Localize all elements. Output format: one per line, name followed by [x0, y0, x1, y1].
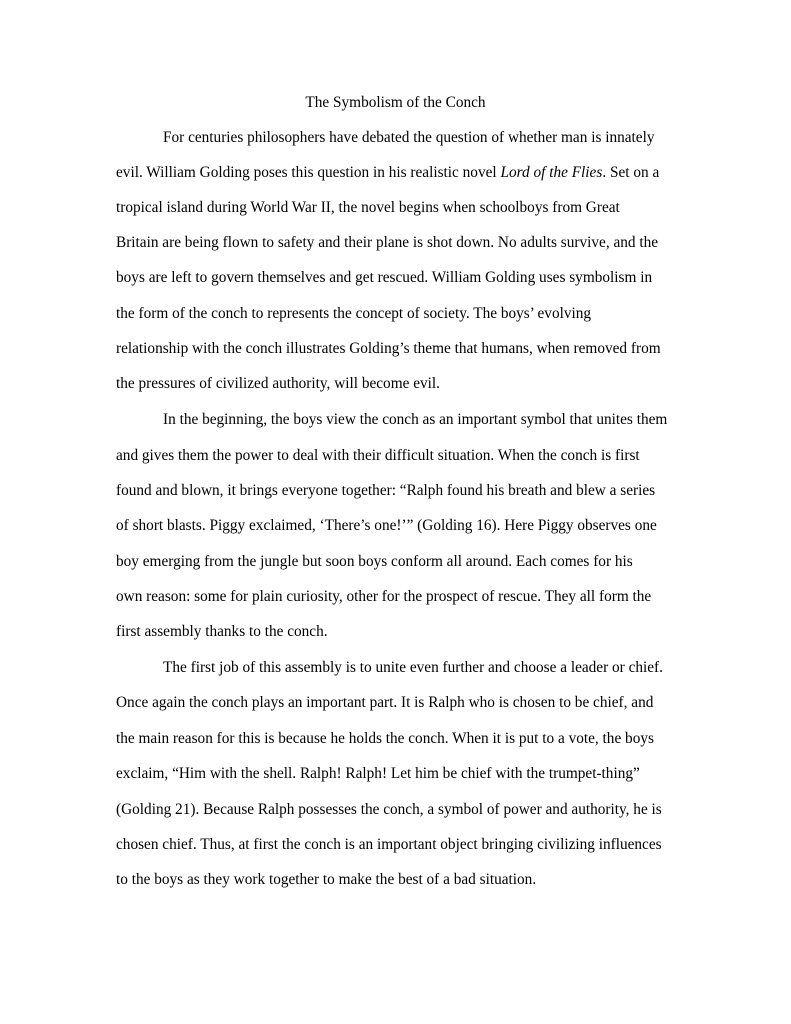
paragraph-line: to the boys as they work together to make the best of a bad situation. — [116, 871, 537, 888]
paragraph-line: boys are left to govern themselves and get rescued. William Golding uses symbolism in — [116, 269, 653, 286]
document-title: The Symbolism of the Conch — [305, 94, 486, 111]
paragraph-line: Britain are being flown to safety and their plane is shot down. No adults survive, and the — [116, 234, 659, 251]
paragraph-line: tropical island during World War II, the novel begins when schoolboys from Great — [116, 199, 620, 216]
paragraph-line: the main reason for this is because he holds the conch. When it is put to a vote, the boys — [116, 730, 654, 747]
paragraph-line: chosen chief. Thus, at first the conch is an important object bringing civilizing influences — [116, 836, 662, 853]
paragraph-line: found and blown, it brings everyone together: “Ralph found his breath and blew a series — [116, 482, 656, 499]
paragraph-line: (Golding 21). Because Ralph possesses the conch, a symbol of power and authority, he is — [116, 801, 662, 818]
novel-title: Lord of the Flies — [500, 164, 603, 181]
paragraph-line: In the beginning, the boys view the conch as an important symbol that unites them — [163, 411, 668, 428]
paragraph-line: evil. William Golding poses this question in his realistic novel Lord of the Flies. Set on a — [116, 164, 660, 181]
paragraph-line: of short blasts. Piggy exclaimed, ‘There’s one!’” (Golding 16). Here Piggy observes one — [116, 517, 657, 534]
paragraph-line: exclaim, “Him with the shell. Ralph! Ralph! Let him be chief with the trumpet-thing” — [116, 765, 640, 782]
paragraph-line: the form of the conch to represents the concept of society. The boys’ evolving — [116, 305, 592, 322]
paragraph-line: boy emerging from the jungle but soon boys conform all around. Each comes for his — [116, 553, 633, 570]
paragraph-line: The first job of this assembly is to unite even further and choose a leader or chief. — [163, 659, 663, 676]
paragraph-line: and gives them the power to deal with their difficult situation. When the conch is first — [116, 447, 640, 464]
paragraph-line: For centuries philosophers have debated the question of whether man is innately — [163, 129, 655, 146]
paragraph-line: the pressures of civilized authority, will become evil. — [116, 375, 440, 392]
paragraph-line: own reason: some for plain curiosity, other for the prospect of rescue. They all form the — [116, 588, 652, 605]
paragraph-line: Once again the conch plays an important part. It is Ralph who is chosen to be chief, and — [116, 694, 654, 711]
paragraph-line: first assembly thanks to the conch. — [116, 623, 328, 640]
paragraph-line: relationship with the conch illustrates Golding’s theme that humans, when removed from — [116, 340, 661, 357]
